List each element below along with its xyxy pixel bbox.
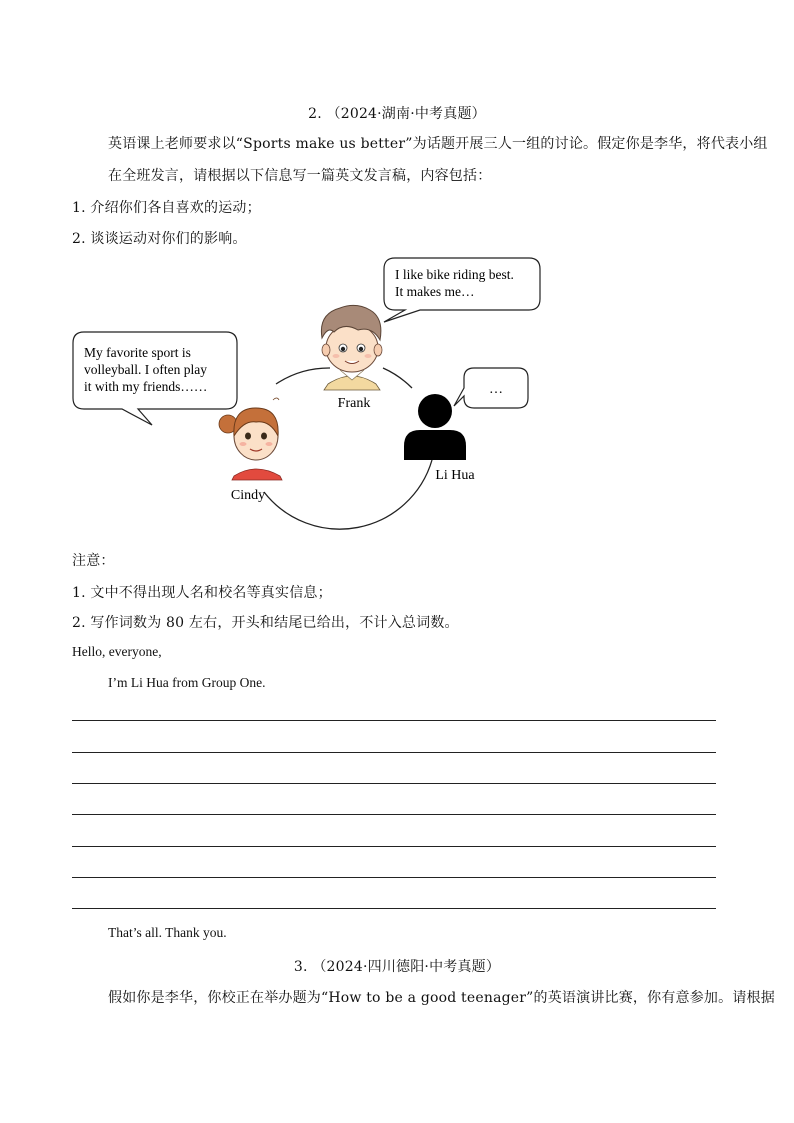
- bubble-frank-line2: It makes me…: [395, 284, 475, 299]
- circle-arc-right: [383, 368, 412, 388]
- q2-dot: .: [317, 106, 322, 122]
- bubble-cindy-line2: volleyball. I often play: [84, 362, 207, 377]
- frank-avatar: [321, 305, 382, 390]
- q2-number: 2: [308, 106, 318, 122]
- circle-arc-bottom: [264, 460, 432, 529]
- speech-bubble-frank: [384, 258, 540, 322]
- bubble-cindy-line1: My favorite sport is: [84, 345, 191, 360]
- answer-line[interactable]: [72, 908, 716, 909]
- answer-line[interactable]: [72, 877, 716, 878]
- bubble-cindy-line3: it with my friends……: [84, 379, 208, 394]
- q2-point-2: 2. 谈谈运动对你们的影响。: [72, 231, 247, 247]
- answer-line[interactable]: [72, 846, 716, 847]
- lihua-name: Li Hua: [435, 468, 475, 483]
- notes-heading: 注意：: [72, 553, 115, 569]
- answer-line[interactable]: [72, 783, 716, 784]
- bubble-lihua-text: …: [489, 382, 503, 397]
- essay-opening: I’m Li Hua from Group One.: [108, 675, 266, 690]
- frank-name: Frank: [337, 396, 371, 411]
- discussion-illustration: [0, 250, 794, 540]
- q2-heading: [0, 103, 794, 123]
- q2-point-1: 1. 介绍你们各自喜欢的运动；: [72, 200, 261, 216]
- essay-closing: That’s all. Thank you.: [108, 925, 227, 940]
- bubble-frank-line1: I like bike riding best.: [395, 267, 514, 282]
- q3-intro-line1: 假如你是李华，你校正在举办题为“How to be a good teenager”的英语演讲比赛，你有意参加。请根据: [108, 990, 775, 1006]
- essay-greeting: Hello, everyone,: [72, 644, 162, 659]
- answer-line[interactable]: [72, 814, 716, 815]
- q2-intro-line1: 英语课上老师要求以“Sports make us better”为话题开展三人一组的讨论。假定你是李华，将代表小组: [108, 136, 768, 152]
- circle-arc-left: [276, 368, 330, 384]
- q2-source: （2024·湖南·中考真题）: [326, 106, 486, 122]
- answer-line[interactable]: [72, 752, 716, 753]
- q3-number: 3: [293, 959, 304, 975]
- q2-intro-line2: 在全班发言，请根据以下信息写一篇英文发言稿，内容包括：: [108, 168, 492, 184]
- q3-heading: [0, 956, 794, 976]
- q3-source: （2024·四川德阳·中考真题）: [312, 959, 501, 975]
- speech-bubble-cindy: [73, 332, 237, 425]
- notes-item-2: 2. 写作词数为 80 左右，开头和结尾已给出，不计入总词数。: [72, 615, 459, 631]
- cindy-name: Cindy: [230, 488, 266, 503]
- speech-bubble-lihua: [454, 368, 528, 408]
- answer-line[interactable]: [72, 720, 716, 721]
- q3-dot: .: [303, 959, 308, 975]
- notes-item-1: 1. 文中不得出现人名和校名等真实信息；: [72, 585, 332, 601]
- cindy-avatar: [219, 398, 282, 480]
